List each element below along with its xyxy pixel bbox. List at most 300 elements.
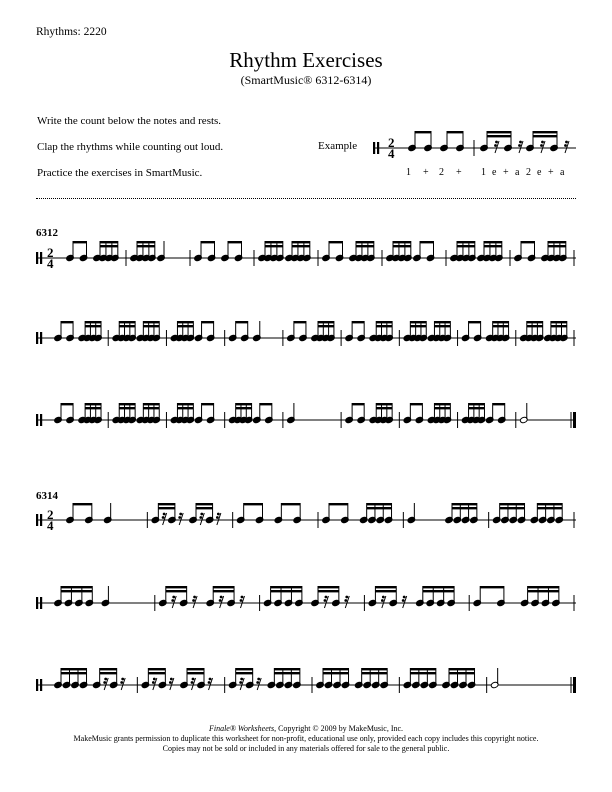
count-e: e (537, 167, 542, 178)
beam (375, 590, 396, 592)
beam (410, 325, 426, 327)
beamed-group (136, 321, 160, 342)
beam (274, 668, 300, 670)
rest-flag (540, 144, 543, 147)
beam (244, 503, 263, 505)
beamed-group (492, 503, 525, 524)
beam (236, 668, 253, 670)
beamed-group (66, 241, 88, 262)
sixteenth-rest (192, 596, 197, 608)
beamed-group (442, 668, 476, 689)
beam (533, 135, 557, 137)
beamed-group (141, 668, 174, 690)
beamed-group (151, 503, 183, 525)
beam (410, 403, 422, 405)
clef-bar (36, 597, 38, 609)
rest-flag (519, 141, 522, 144)
beamed-group (93, 241, 119, 262)
beamed-group (368, 586, 407, 608)
staff-row-4 (36, 503, 576, 533)
rest-flag (240, 599, 243, 602)
staff-row-5 (36, 586, 576, 611)
rest-flag (541, 141, 544, 144)
footer-line-1 (0, 724, 612, 734)
clef-bar (40, 597, 42, 609)
clef-bar (373, 142, 375, 154)
beamed-group (194, 241, 216, 262)
beam (213, 590, 234, 592)
beam (469, 321, 481, 323)
beam (85, 407, 101, 409)
instruction-clap: Clap the rhythms while counting out loud. (37, 141, 224, 153)
rest-flag (518, 144, 521, 147)
exercise-number-6314: 6314 (36, 490, 58, 502)
rest-flag (192, 599, 195, 602)
beam (410, 672, 436, 674)
sixteenth-rest (381, 596, 386, 608)
clef-bar (40, 332, 42, 344)
rest-flag (169, 681, 172, 684)
beam (487, 135, 511, 137)
beam (281, 503, 300, 505)
beam (119, 407, 135, 409)
beamed-group (369, 321, 393, 342)
beam (158, 503, 175, 505)
beam (423, 590, 454, 592)
beam (329, 241, 343, 243)
beam (452, 507, 477, 509)
beam (177, 321, 193, 323)
beamed-group (413, 241, 435, 262)
beam (527, 321, 543, 323)
beamed-group (473, 586, 505, 607)
beam (318, 586, 339, 588)
count-plus: + (548, 167, 554, 178)
beam (500, 503, 525, 505)
rest-flag (216, 516, 219, 519)
beam (356, 245, 374, 247)
rest-flag (162, 516, 165, 519)
beamed-group (480, 131, 523, 153)
beam (100, 672, 117, 674)
sixteenth-rest (169, 678, 174, 690)
sixteenth-rest (191, 678, 196, 690)
beamed-group (345, 321, 366, 342)
sixteenth-rest (171, 596, 176, 608)
beam (265, 245, 283, 247)
beam (457, 241, 475, 243)
beam (166, 590, 187, 592)
page-subtitle: (SmartMusic® 6312-6314) (240, 73, 372, 87)
beam (213, 586, 234, 588)
rest-flag (256, 681, 259, 684)
beamed-group (274, 503, 301, 524)
beam (537, 507, 562, 509)
beam (376, 325, 392, 327)
beam (323, 668, 349, 670)
beam (236, 407, 252, 409)
sixteenth-rest (152, 678, 157, 690)
beam (100, 245, 118, 247)
count-2: 2 (439, 167, 444, 178)
clef-bar (40, 252, 42, 264)
beam (260, 403, 272, 405)
time-signature-top: 2 (47, 507, 54, 522)
beam (352, 403, 364, 405)
clef-bar (36, 332, 38, 344)
footer-line-3: Copies may not be sold or included in any materials offered for sale to the general public. (162, 744, 450, 753)
time-signature-top: 2 (388, 135, 395, 150)
beam (73, 241, 87, 243)
beam (318, 321, 334, 323)
time-signature-top: 2 (47, 245, 54, 260)
final-barline (573, 412, 576, 428)
beamed-group (136, 403, 160, 424)
final-barline (573, 677, 576, 693)
beamed-group (403, 403, 424, 424)
beam (236, 672, 253, 674)
beamed-group (189, 503, 221, 525)
beam (447, 131, 463, 133)
beamed-group (194, 321, 215, 342)
sixteenth-rest (178, 513, 183, 525)
beam (434, 403, 450, 405)
beam (177, 403, 193, 405)
example-label: Example (318, 140, 358, 152)
beam (148, 668, 165, 670)
beam (375, 586, 396, 588)
sixteenth-rest (402, 596, 407, 608)
beamed-group (206, 586, 245, 608)
beam (100, 241, 118, 243)
beamed-group (287, 321, 308, 342)
rest-flag (199, 516, 202, 519)
beam (329, 503, 348, 505)
sixteenth-rest (216, 513, 221, 525)
beam (119, 325, 135, 327)
beam (61, 668, 87, 670)
beam (196, 503, 213, 505)
copyright-footer (0, 724, 612, 754)
rest-flag (344, 599, 347, 602)
beam (367, 503, 392, 505)
rest-flag (239, 681, 242, 684)
clef-bar (36, 252, 38, 264)
rest-flag (402, 599, 405, 602)
instruction-write: Write the count below the notes and rests. (37, 115, 222, 127)
beam (533, 131, 557, 133)
count-a: a (560, 167, 565, 178)
rest-flag (104, 678, 107, 681)
time-signature-bottom: 4 (47, 256, 54, 271)
beam (410, 668, 436, 670)
beamed-group (92, 668, 125, 690)
rest-flag (240, 678, 243, 681)
beam (323, 672, 349, 674)
count-2: 2 (526, 167, 531, 178)
count-plus: + (503, 167, 509, 178)
time-signature-bottom: 4 (388, 146, 395, 161)
rest-flag (217, 513, 220, 516)
beamed-group (316, 668, 350, 689)
beam (493, 403, 505, 405)
rest-flag (324, 599, 327, 602)
beamed-group (461, 403, 485, 424)
rest-flag (403, 596, 406, 599)
beamed-group (66, 503, 93, 524)
clef-bar (40, 679, 42, 691)
beam (61, 586, 92, 588)
beamed-group (258, 241, 284, 262)
beam (551, 321, 567, 323)
beam (318, 590, 339, 592)
beam (85, 403, 101, 405)
rest-flag (565, 141, 568, 144)
beam (480, 586, 504, 588)
beamed-group (349, 241, 375, 262)
sixteenth-rest (219, 596, 224, 608)
beam (452, 503, 477, 505)
rest-flag (179, 513, 182, 516)
beam (548, 241, 566, 243)
beam (271, 590, 302, 592)
beamed-group (78, 403, 102, 424)
beamed-group (263, 586, 303, 607)
sixteenth-rest (162, 513, 167, 525)
beam (143, 321, 159, 323)
beamed-group (485, 321, 509, 342)
rest-flag (241, 596, 244, 599)
beam (410, 321, 426, 323)
beam (236, 321, 248, 323)
beam (484, 241, 502, 243)
sixteenth-rest (103, 678, 108, 690)
rest-flag (257, 678, 260, 681)
beamed-group (228, 321, 249, 342)
beam (202, 321, 214, 323)
rest-flag (200, 513, 203, 516)
sixteenth-rest (344, 596, 349, 608)
beam (527, 325, 543, 327)
rest-flag (495, 141, 498, 144)
beam (143, 407, 159, 409)
count-plus: + (423, 167, 429, 178)
rest-flag (381, 599, 384, 602)
clef-bar (377, 142, 379, 154)
beam (196, 507, 213, 509)
beam (318, 325, 334, 327)
rest-flag (170, 678, 173, 681)
beam (528, 586, 559, 588)
rest-flag (120, 681, 123, 684)
beamed-group (228, 403, 252, 424)
rest-flag (208, 681, 211, 684)
beam (119, 403, 135, 405)
beam (376, 321, 392, 323)
beam (356, 241, 374, 243)
rest-flag (171, 599, 174, 602)
beam (376, 403, 392, 405)
beam (158, 507, 175, 509)
beamed-group (354, 668, 388, 689)
beam (449, 668, 475, 670)
sixteenth-rest (208, 678, 213, 690)
beam (137, 241, 155, 243)
beam (274, 672, 300, 674)
exercise-staves (36, 241, 576, 693)
rest-flag (178, 516, 181, 519)
beam (434, 407, 450, 409)
beam (362, 668, 388, 670)
beamed-group (526, 131, 569, 153)
rest-flag (219, 599, 222, 602)
beam (434, 321, 450, 323)
beamed-group (461, 321, 482, 342)
page-title: Rhythm Exercises (229, 48, 383, 72)
beam (484, 245, 502, 247)
beamed-group (159, 586, 198, 608)
rest-flag (191, 681, 194, 684)
beam (265, 241, 283, 243)
beamed-group (311, 321, 335, 342)
beam (166, 586, 187, 588)
clef-bar (36, 514, 38, 526)
rest-flag (121, 678, 124, 681)
rest-flag (103, 681, 106, 684)
beamed-group (170, 321, 194, 342)
beamed-group (54, 586, 94, 607)
rest-flag (192, 678, 195, 681)
beam (85, 325, 101, 327)
beamed-group (311, 586, 350, 608)
beam (187, 672, 204, 674)
beam (61, 321, 73, 323)
beam (548, 245, 566, 247)
beamed-group (416, 586, 456, 607)
beam (292, 245, 310, 247)
clef-bar (36, 679, 38, 691)
beamed-group (544, 321, 568, 342)
footer-product: Finale® Worksheets (208, 724, 275, 733)
footer-line-2: MakeMusic grants permission to duplicate this worksheet for non-profit, educational use only, provided each copy includes this copyright notice. (73, 734, 539, 743)
beamed-group (221, 241, 243, 262)
beamed-group (403, 668, 437, 689)
beam (187, 668, 204, 670)
beam (434, 325, 450, 327)
beamed-group (112, 321, 136, 342)
time-signature-bottom: 4 (47, 518, 54, 533)
beam (100, 668, 117, 670)
staff-row-1 (36, 241, 576, 271)
beamed-group (54, 321, 75, 342)
beam (61, 590, 92, 592)
beamed-group (359, 503, 392, 524)
rest-flag (564, 144, 567, 147)
clef-bar (40, 514, 42, 526)
beam (493, 321, 509, 323)
sixteenth-rest (239, 678, 244, 690)
count-1: 1 (481, 167, 486, 178)
beamed-group (514, 241, 536, 262)
example-staff (373, 131, 576, 161)
beamed-group (322, 503, 349, 524)
beam (537, 503, 562, 505)
sixteenth-rest (324, 596, 329, 608)
sixteenth-rest (564, 141, 569, 153)
exercise-number-6312: 6312 (36, 227, 58, 239)
sixteenth-rest (120, 678, 125, 690)
beamed-group (427, 403, 451, 424)
beam (202, 403, 214, 405)
beam (449, 672, 475, 674)
sixteenth-rest (199, 513, 204, 525)
staff-row-6 (36, 668, 576, 693)
beam (469, 407, 485, 409)
beam (528, 590, 559, 592)
beamed-group (450, 241, 476, 262)
beam (119, 321, 135, 323)
beam (457, 245, 475, 247)
rest-flag (494, 144, 497, 147)
sixteenth-rest (494, 141, 499, 153)
beam (137, 245, 155, 247)
beamed-group (445, 503, 478, 524)
beam (521, 241, 535, 243)
beam (376, 407, 392, 409)
clef-bar (40, 414, 42, 426)
beam (61, 672, 87, 674)
beam (201, 241, 215, 243)
rest-flag (325, 596, 328, 599)
footer-copyright: , Copyright © 2009 by MakeMusic, Inc. (274, 724, 404, 733)
beamed-group (485, 403, 506, 424)
sixteenth-rest (518, 141, 523, 153)
beamed-group (541, 241, 567, 262)
beam (551, 325, 567, 327)
beamed-group (285, 241, 311, 262)
beam (362, 672, 388, 674)
beam (228, 241, 242, 243)
beamed-group (54, 668, 88, 689)
beam (294, 321, 306, 323)
beamed-group (530, 503, 563, 524)
beamed-group (253, 403, 274, 424)
beamed-group (130, 241, 156, 262)
beamed-group (236, 503, 263, 524)
rest-flag (172, 596, 175, 599)
beamed-group (440, 131, 465, 152)
rest-flag (153, 678, 156, 681)
staff-row-2 (36, 321, 576, 346)
beam (415, 131, 431, 133)
beam (493, 325, 509, 327)
beamed-group (112, 403, 136, 424)
beamed-group (322, 241, 344, 262)
beam (393, 245, 411, 247)
beam (85, 321, 101, 323)
beam (500, 507, 525, 509)
rest-flag (345, 596, 348, 599)
beam (148, 672, 165, 674)
clef-bar (36, 414, 38, 426)
beam (367, 507, 392, 509)
beamed-group (78, 321, 102, 342)
worksheet-id: Rhythms: 2220 (36, 26, 107, 38)
beamed-group (477, 241, 503, 262)
beamed-group (194, 403, 215, 424)
beam (236, 403, 252, 405)
beam (61, 403, 73, 405)
